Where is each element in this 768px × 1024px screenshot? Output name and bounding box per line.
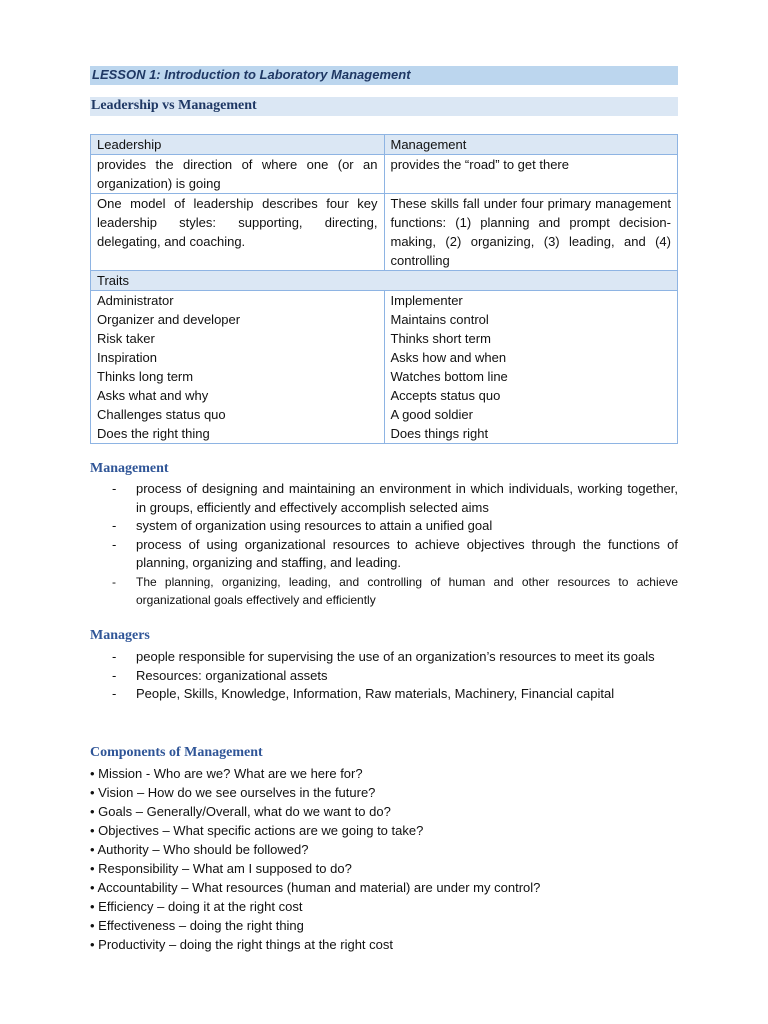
list-item: • Goals – Generally/Overall, what do we want to do?: [90, 804, 391, 819]
list-item: • Accountability – What resources (human and material) are under my control?: [90, 880, 541, 895]
list-item: • Efficiency – doing it at the right cost: [90, 899, 303, 914]
dash-marker: -: [112, 574, 116, 589]
managers-heading: Managers: [90, 628, 150, 643]
traits-label: Traits: [91, 271, 678, 291]
list-item: - process of designing and maintaining an environment in which individuals, working together, in groups, efficiently and effectively accomplish selected aims: [112, 481, 678, 515]
dash-marker: -: [112, 536, 117, 552]
list-item: • Responsibility – What am I supposed to do?: [90, 861, 352, 876]
lesson-title: LESSON 1: Introduction to Laboratory Management: [92, 67, 411, 82]
list-item: - Resources: organizational assets: [90, 667, 678, 686]
table-row: [91, 194, 678, 271]
trait-item: Inspiration: [97, 350, 157, 365]
dash-marker: -: [112, 649, 117, 664]
dash-marker: -: [112, 686, 117, 701]
table-cell: provides the “road” to get there: [384, 155, 678, 194]
traits-list-row: [91, 291, 678, 444]
section-title: Leadership vs Management: [91, 98, 257, 113]
list-item: • Authority – Who should be followed?: [90, 842, 309, 857]
section-title-bar: [90, 97, 678, 116]
list-item: - process of using organizational resources to achieve objectives through the functions of planning, organizing and staffing, and leading.: [112, 536, 678, 570]
management-list: [90, 480, 678, 609]
components-heading: Components of Management: [90, 745, 263, 760]
management-heading: Management: [90, 461, 169, 476]
list-item: - People, Skills, Knowledge, Information, Raw materials, Machinery, Financial capital: [90, 685, 678, 704]
dash-marker: -: [112, 667, 117, 683]
list-item: • Vision – How do we see ourselves in the future?: [90, 785, 376, 800]
leadership-traits: [91, 291, 385, 444]
table-cell: These skills fall under four primary management functions: (1) planning and prompt decision-making, (2) organizing, (3) leading, and (4) controlling: [384, 194, 678, 271]
list-item: • Mission - Who are we? What are we here for?: [90, 766, 363, 781]
list-item: - system of organization using resources to attain a unified goal: [90, 517, 678, 536]
trait-item: Watches bottom line: [390, 369, 508, 384]
comparison-table: [90, 134, 678, 444]
header-leadership: Leadership: [91, 135, 385, 155]
trait-item: Maintains control: [390, 312, 489, 327]
table-header-row: [91, 135, 678, 155]
list-item: • Objectives – What specific actions are we going to take?: [90, 823, 424, 838]
dash-marker: -: [112, 518, 117, 533]
trait-item: Asks what and why: [97, 388, 209, 403]
lesson-title-bar: [90, 66, 678, 85]
components-list: [90, 764, 678, 954]
table-cell: One model of leadership describes four key leadership styles: supporting, directing, delegating, and coaching.: [91, 194, 385, 271]
list-item: - people responsible for supervising the use of an organization’s resources to meet its goals: [90, 648, 678, 667]
table-row: [91, 155, 678, 194]
trait-item: Thinks short term: [390, 331, 491, 346]
trait-item: Does things right: [390, 426, 489, 441]
dash-marker: -: [112, 481, 117, 496]
header-management: Management: [384, 135, 678, 155]
management-traits: [384, 291, 678, 444]
trait-item: Risk taker: [97, 331, 155, 346]
trait-item: Organizer and developer: [97, 312, 241, 327]
managers-list: [90, 648, 678, 704]
list-item: • Effectiveness – doing the right thing: [90, 918, 304, 933]
trait-item: Accepts status quo: [390, 388, 501, 403]
trait-item: A good soldier: [390, 407, 473, 422]
trait-item: Administrator: [97, 293, 174, 308]
traits-row: [91, 271, 678, 291]
trait-item: Thinks long term: [97, 369, 194, 384]
list-item: • Productivity – doing the right things at the right cost: [90, 937, 393, 952]
table-cell: provides the direction of where one (or an organization) is going: [91, 155, 385, 194]
trait-item: Does the right thing: [97, 426, 210, 441]
trait-item: Implementer: [390, 293, 463, 308]
trait-item: Challenges status quo: [97, 407, 226, 422]
trait-item: Asks how and when: [390, 350, 507, 365]
list-item: - The planning, organizing, leading, and controlling of human and other resources to achieve organizational goals effectively and efficiently: [112, 574, 678, 607]
